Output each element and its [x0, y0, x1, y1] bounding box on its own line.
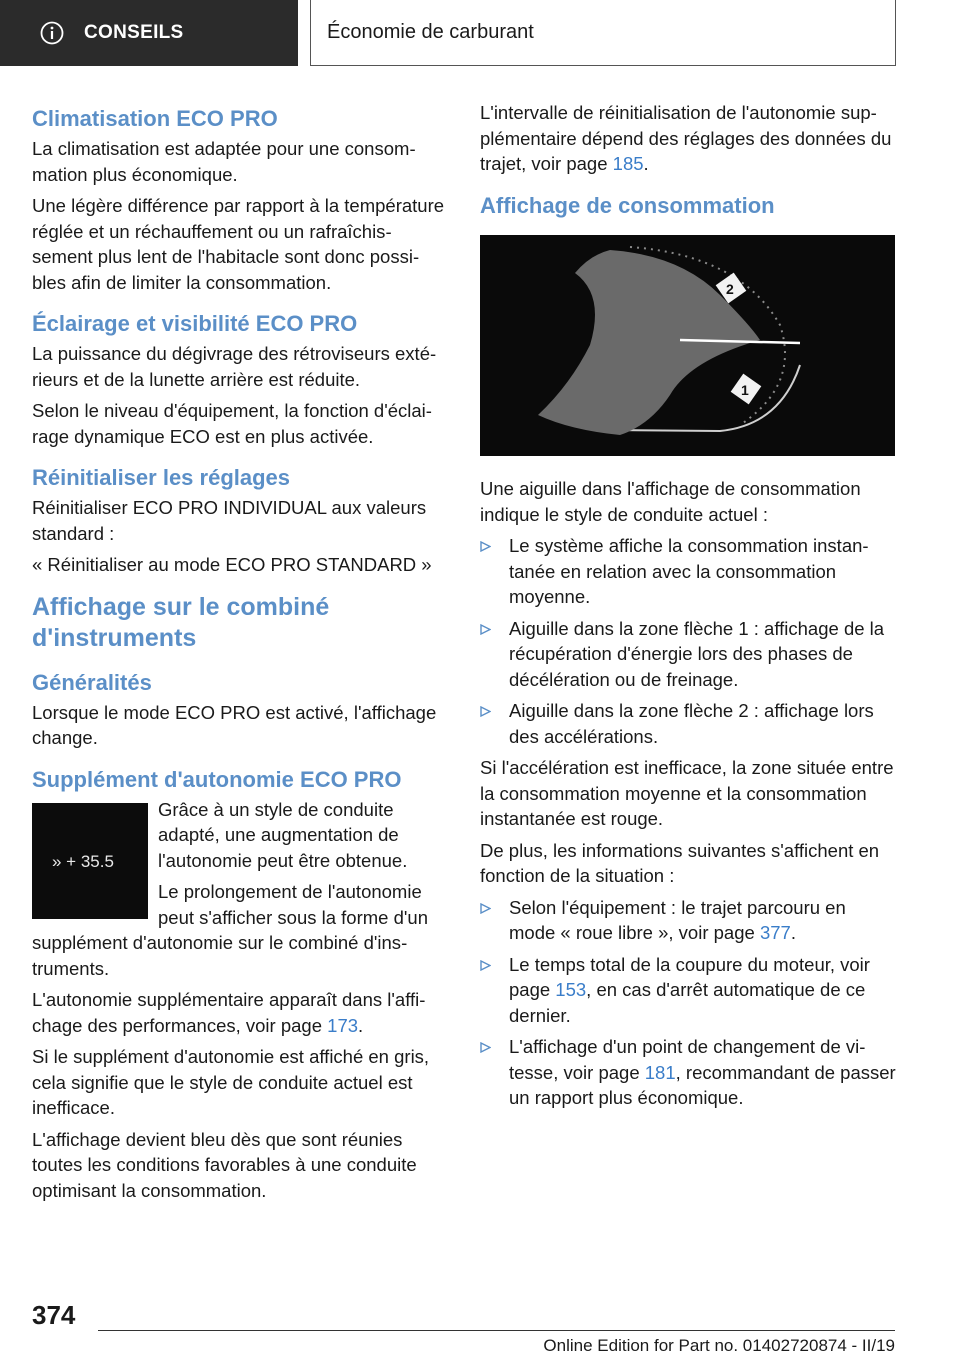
paragraph: La puissance du dégivrage des rétroviseurs extérieurs et de la lunette arrière est réduite. [32, 343, 437, 390]
heading-supplement: Supplément d'autonomie ECO PRO [32, 766, 402, 792]
bullet-list [480, 895, 896, 1111]
text: . [643, 153, 649, 174]
paragraph: Si l'accélération est inefficace, la zone située entre la consommation moyenne et la consommation instantanée est rouge. [480, 757, 894, 829]
heading-climatisation: Climatisation ECO PRO [32, 106, 278, 131]
list-item [480, 895, 896, 946]
heading-consommation: Affichage de consommation [480, 192, 775, 218]
info-icon [40, 21, 64, 45]
page-link-377[interactable]: 377 [759, 922, 791, 943]
edition-note: Online Edition for Part no. 01402720874 - II/19 [543, 1336, 895, 1355]
triangle-bullet-icon [480, 1042, 491, 1053]
paragraph: L'affichage devient bleu dès que sont réunies toutes les conditions favorables à une conduite optimisant la consommation. [32, 1128, 417, 1201]
triangle-bullet-icon [480, 960, 491, 971]
arrow-2-label: 2 [726, 280, 734, 297]
paragraph: Réinitialiser ECO PRO INDIVIDUAL aux valeurs standard : [32, 497, 427, 544]
text: . [358, 1014, 364, 1036]
page-number: 374 [32, 1300, 76, 1330]
paragraph: « Réinitialiser au mode ECO PRO STANDARD » [32, 554, 432, 575]
footer-divider [98, 1330, 895, 1331]
triangle-bullet-icon [480, 541, 491, 552]
text: Aiguille dans la zone flèche 2 : affichage lors des accélérations. [509, 700, 874, 747]
list-item [480, 616, 896, 693]
paragraph: Si le supplément d'autonomie est affiché en gris, cela signifie que le style de conduite actuel est inefficace. [32, 1046, 430, 1118]
page-link-153[interactable]: 153 [555, 979, 587, 1000]
text: , en cas d'arrêt automatique de ce dernier. [509, 979, 866, 1026]
page-header [0, 0, 960, 66]
section-tab [310, 0, 896, 66]
page-link-185[interactable]: 185 [612, 153, 644, 174]
page-link-173[interactable]: 173 [327, 1014, 359, 1036]
right-column [480, 100, 896, 1117]
text: Aiguille dans la zone flèche 1 : affichage de la récupération d'énergie lors des phases de décélération ou de freinage. [509, 617, 885, 690]
heading-eclairage: Éclairage et visibilité ECO PRO [32, 311, 358, 336]
category-tab [0, 0, 298, 66]
heading-combine: Affichage sur le combiné d'instruments [32, 592, 330, 652]
paragraph: Une aiguille dans l'affichage de consommation indique le style de conduite actuel : [480, 478, 861, 525]
list-item [480, 533, 896, 610]
triangle-bullet-icon [480, 624, 491, 635]
paragraph: Une légère différence par rapport à la température réglée et un réchauffement ou un rafraîchissement plus lent de l'habitacle sont donc possibles afin de limiter la consommation. [32, 195, 445, 293]
text: L'affichage d'un point de changement de vitesse, voir page [509, 1036, 866, 1083]
paragraph [32, 987, 446, 1038]
text: L'autonomie supplémentaire apparaît dans l'affichage des performances, voir page [32, 989, 426, 1036]
bullet-list [480, 533, 896, 749]
paragraph: Selon le niveau d'équipement, la fonction d'éclairage dynamique ECO est en plus activée. [32, 400, 432, 447]
range-display-text: » + 35.5 [52, 851, 114, 871]
paragraph [480, 100, 896, 177]
text: Le temps total de la coupure du moteur, voir page [509, 953, 870, 1000]
text: L'intervalle de réinitialisation de l'autonomie supplémentaire dépend des réglages des données du trajet, voir page [480, 102, 892, 174]
heading-generalites: Généralités [32, 669, 152, 695]
text: Le système affiche la consommation instantanée en relation avec la consommation moyenne. [509, 535, 869, 607]
paragraph: Lorsque le mode ECO PRO est activé, l'affichage change. [32, 701, 437, 748]
text: , recommandant de passer un rapport plus économique. [509, 1061, 896, 1108]
page-link-181[interactable]: 181 [644, 1061, 676, 1083]
text: Selon l'équipement : le trajet parcouru en mode « roue libre », voir page [509, 896, 846, 943]
list-item [480, 952, 896, 1029]
paragraph: De plus, les informations suivantes s'affichent en fonction de la situation : [480, 839, 880, 886]
consumption-display-image [480, 235, 895, 456]
paragraph: Le prolongement de l'autonomie peut s'afficher sous la forme d'un supplément d'autonomie sur le combiné d'instruments. [32, 881, 428, 979]
left-column [32, 100, 446, 1209]
section-title: Économie de carburant [327, 21, 534, 43]
paragraph: La climatisation est adaptée pour une consommation plus économique. [32, 138, 416, 185]
heading-reinitialiser: Réinitialiser les réglages [32, 465, 291, 490]
arrow-1-label: 1 [741, 381, 749, 398]
range-display-image [32, 803, 148, 919]
list-item [480, 1034, 896, 1111]
list-item [480, 698, 896, 749]
triangle-bullet-icon [480, 903, 491, 914]
triangle-bullet-icon [480, 706, 491, 717]
paragraph: Grâce à un style de conduite adapté, une augmentation de l'autonomie peut être obtenue. [158, 798, 408, 871]
text: . [790, 922, 796, 943]
category-label: CONSEILS [84, 22, 184, 43]
